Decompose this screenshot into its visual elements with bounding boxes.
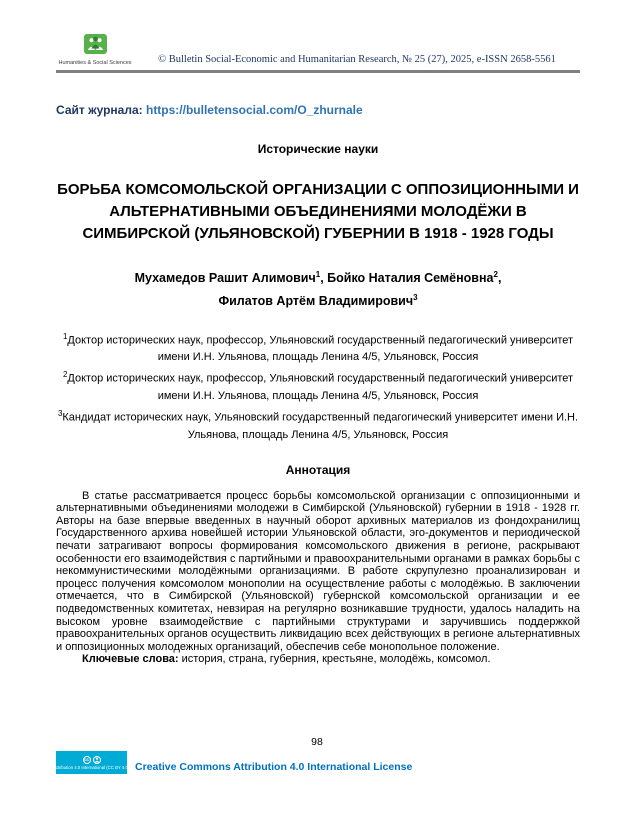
site-label: Сайт журнала: (56, 103, 146, 118)
affiliations-block (56, 328, 580, 444)
author-affiliation-ref: 3 (413, 293, 418, 303)
author-name: Мухамедов Рашит Алимович (134, 271, 316, 286)
journal-header (56, 0, 580, 73)
affiliation-text: Кандидат исторических наук, Ульяновский государственный педагогический университет имени И.Н. Ульянова, площадь Ленина 4/5, Ульяновск, Россия (62, 411, 579, 441)
affiliation-entry (56, 328, 580, 367)
author-affiliation-ref: 2 (493, 270, 498, 280)
cc-by-person-icon (93, 756, 101, 764)
abstract-heading: Аннотация (285, 462, 351, 477)
keywords-label: Ключевые слова: (82, 653, 179, 666)
paper-title: БОРЬБА КОМСОМОЛЬСКОЙ ОРГАНИЗАЦИИ С ОППОЗИЦИОННЫМИ И АЛЬТЕРНАТИВНЫМИ ОБЪЕДИНЕНИЯМИ МОЛОДЁЖИ В СИМБИРСКОЙ (УЛЬЯНОВСКОЙ) ГУБЕРНИИ В 1918 - 1928 ГОДЫ (57, 181, 579, 243)
author-separator: , (497, 271, 502, 286)
humanities-social-sciences-logo-icon (84, 41, 107, 58)
journal-site-link[interactable]: https://bulletensocial.com/O_zhurnale (145, 103, 363, 118)
affiliation-number: 1 (62, 331, 68, 341)
affiliation-text: Доктор исторических наук, профессор, Ульяновский государственный педагогический университет имени И.Н. Ульянова, площадь Ленина 4/5, Ульяновск, Россия (67, 372, 574, 402)
author-name: Филатов Артём Владимирович (218, 294, 414, 309)
authors-block (56, 265, 580, 311)
journal-logo (56, 34, 134, 66)
affiliation-entry (56, 405, 580, 444)
affiliation-entry (56, 366, 580, 405)
cc-badge-caption: Attribution 4.0 International (CC BY 4.0) (53, 764, 130, 770)
keywords-line (56, 653, 580, 666)
section-label: Исторические науки (257, 142, 379, 157)
authors-line-1 (56, 265, 580, 288)
cc-by-badge[interactable] (53, 751, 130, 774)
cc-icon: cc (83, 756, 89, 762)
cc-by-badge-icons (83, 756, 101, 764)
license-text: Creative Commons Attribution 4.0 International License (135, 761, 413, 773)
footer-license-block (53, 751, 413, 774)
page-number: 98 (311, 736, 323, 748)
keywords-text: история, страна, губерния, крестьяне, молодёжь, комсомол. (178, 653, 491, 666)
affiliation-text: Доктор исторических наук, профессор, Ульяновский государственный педагогический университет имени И.Н. Ульянова, площадь Ленина 4/5, Ульяновск, Россия (67, 334, 574, 364)
abstract-text: В статье рассматривается процесс борьбы комсомольской организации с оппозиционными и альтернативными объединениями молодежи в Симбирской (Ульяновской) губернии в 1918 - 1928 гг. Авторы на базе впервые введенных в научный оборот архивных материалов из фондохранилищ Государственного архива новейшей истории Ульяновской области, эго-документов и периодической печати затрагивают вопросы формирования комсомольского движения в регионе, раскрывают особенности его взаимодействия с партийными и правоохранительными органами в рамках борьбы с некоммунистическими молодёжными организациями. В работе скрупулезно проанализирован и процесс получения комсомолом монополии на осуществление работы с молодёжью. В заключении отмечается, что в Симбирской (Ульяновской) губернской комсомольской организации и ее подведомственных комитетах, невзирая на регулярно возникавшие трудности, удалось наладить на высоком уровне взаимодействие с партийными структурами и заручившись поддержкой правоохранительных органов осуществить ликвидацию всех действующих в регионе альтернативных и оппозиционных молодежных организаций, обеспечив себе монопольное положение. (56, 489, 580, 653)
journal-title-line: © Bulletin Social-Economic and Humanitarian Research, № 25 (27), 2025, e-ISSN 2658-5561 (158, 54, 556, 66)
authors-line-2 (56, 288, 580, 311)
affiliation-number: 2 (62, 370, 68, 380)
author-separator: , (320, 271, 328, 286)
journal-logo-label: Humanities & Social Sciences (58, 60, 132, 66)
journal-site-line (56, 103, 580, 117)
affiliation-number: 3 (57, 408, 63, 418)
author-affiliation-ref: 1 (315, 270, 321, 280)
author-name: Бойко Наталия Семёновна (327, 271, 494, 286)
